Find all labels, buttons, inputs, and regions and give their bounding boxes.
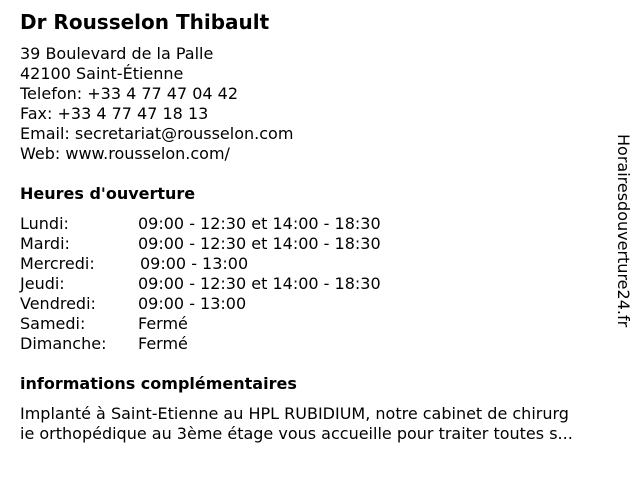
day-label: Vendredi: bbox=[20, 294, 96, 313]
day-label: Jeudi: bbox=[20, 274, 65, 293]
website-url: Web: www.rousselon.com/ bbox=[20, 144, 230, 163]
day-hours: 09:00 - 13:00 bbox=[138, 294, 247, 313]
address-city: 42100 Saint-Étienne bbox=[20, 64, 184, 83]
info-line-2: ie orthopédique au 3ème étage vous accueille pour traiter toutes s... bbox=[20, 424, 573, 443]
phone-number: Telefon: +33 4 77 47 04 42 bbox=[20, 84, 239, 103]
day-label: Samedi: bbox=[20, 314, 86, 333]
day-hours: Fermé bbox=[138, 334, 188, 353]
opening-hours-heading: Heures d'ouverture bbox=[20, 184, 196, 203]
email-address: Email: secretariat@rousselon.com bbox=[20, 124, 294, 143]
day-hours: 09:00 - 12:30 et 14:00 - 18:30 bbox=[138, 234, 381, 253]
day-label: Mercredi: bbox=[20, 254, 95, 273]
address-street: 39 Boulevard de la Palle bbox=[20, 44, 214, 63]
fax-number: Fax: +33 4 77 47 18 13 bbox=[20, 104, 209, 123]
info-line-1: Implanté à Saint-Etienne au HPL RUBIDIUM, notre cabinet de chirurg bbox=[20, 404, 569, 423]
day-label: Lundi: bbox=[20, 214, 69, 233]
additional-info-text bbox=[20, 404, 620, 444]
contact-block bbox=[20, 44, 293, 164]
day-hours: Fermé bbox=[138, 314, 188, 333]
day-label: Mardi: bbox=[20, 234, 70, 253]
practice-title: Dr Rousselon Thibault bbox=[20, 10, 270, 34]
day-label: Dimanche: bbox=[20, 334, 107, 353]
site-watermark: Horairesdouverture24.fr bbox=[614, 134, 633, 328]
day-hours: 09:00 - 13:00 bbox=[140, 254, 249, 273]
day-hours: 09:00 - 12:30 et 14:00 - 18:30 bbox=[138, 214, 381, 233]
additional-info-heading: informations complémentaires bbox=[20, 374, 297, 393]
day-hours: 09:00 - 12:30 et 14:00 - 18:30 bbox=[138, 274, 381, 293]
